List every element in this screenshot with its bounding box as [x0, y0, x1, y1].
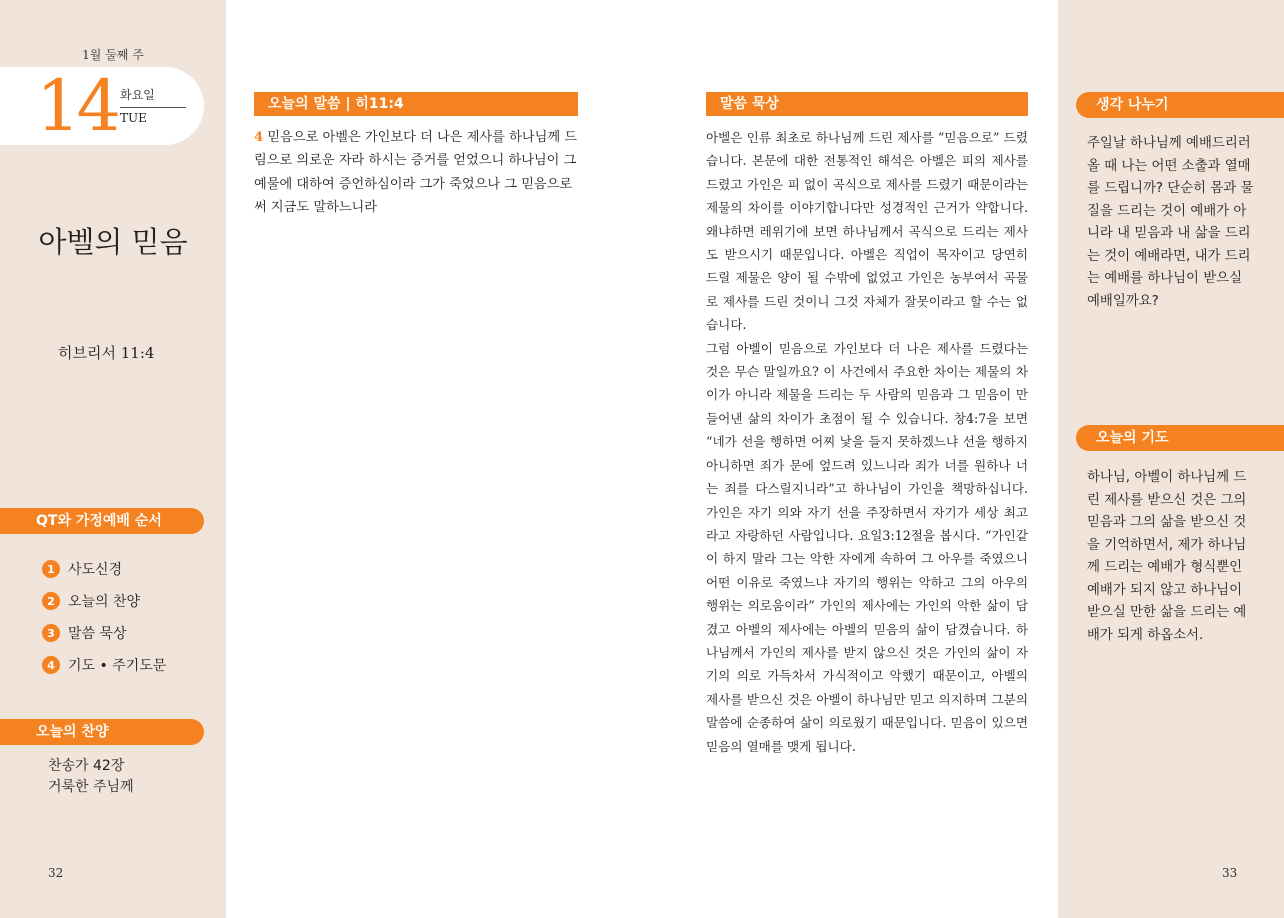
hymn-number: 찬송가 42장: [48, 758, 125, 774]
day-number: 14: [36, 65, 118, 147]
prayer-text: 하나님, 아벨이 하나님께 드린 제사를 받으신 것은 그의 믿음과 그의 삶을 받으신 것을 기억하면서, 제가 하나님께 드리는 예배가 형식뿐인 예배가 되지 않고 하나님이 받으실 만한 삶을 드리는 예배가 되게 하옵소서.: [1087, 470, 1247, 643]
order-step: [42, 617, 166, 649]
right-page-number: 33: [1222, 866, 1238, 880]
hymn-heading: 오늘의 찬양: [0, 719, 204, 745]
page-title: 아벨의 믿음: [38, 225, 188, 259]
left-page-number: 32: [48, 866, 64, 880]
week-label: 1월 둘째 주: [82, 48, 144, 62]
step-label: 사도신경: [68, 562, 123, 578]
hymn-title: 거룩한 주님께: [48, 779, 134, 795]
meditation-heading: 말씀 묵상: [706, 92, 1028, 116]
step-number-badge: 4: [42, 656, 60, 674]
step-label: 기도 • 주기도문: [68, 658, 167, 674]
step-label: 말씀 묵상: [68, 626, 127, 642]
step-number-badge: 3: [42, 624, 60, 642]
step-label: 오늘의 찬양: [68, 594, 141, 610]
hymn-info: [48, 756, 134, 798]
order-steps-list: [42, 553, 166, 681]
meditation-paragraph: 그럼 아벨이 믿음으로 가인보다 더 나은 제사를 드렸다는 것은 무슨 말일까요? 이 사건에서 주요한 차이는 제물의 차이가 아니라 제물을 드리는 두 사람의 믿음과 그 믿음이 만들어낸 삶의 차이가 초점이 될 수 있습니다. 창4:7을 보면 “네가 선을 행하면 어찌 낯을 들지 못하겠느냐 선을 행하지 아니하면 죄가 문에 엎드려 있느니라 죄가 너를 원하나 너는 죄를 다스릴지니라”고 하나님이 가인을 책망하십니다. 가인은 자기 의와 자기 선을 주장하면서 자기가 세상 최고라고 자랑하던 사람입니다. 요일3:12절을 봅시다. “가인같이 하지 말라 그는 악한 자에게 속하여 그 아우를 죽였으니 어떤 이유로 죽였느냐 자기의 행위는 악하고 그의 아우의 행위는 의로움이라” 가인의 제사에는 가인의 악한 삶이 담겼고 아벨의 제사에는 아벨의 믿음의 삶이 담겼습니다. 하나님께서 가인의 제사를 받지 않으신 것은 가인의 삶이 자기의 의로 가득차서 가식적이고 악했기 때문이고, 아벨의 제사를 받으신 것은 아벨이 하나님만 믿고 의지하며 그분의 말씀에 순종하여 삶이 의로웠기 때문입니다. 믿음이 있으면 믿음의 열매를 맺게 됩니다.: [706, 340, 1028, 754]
scripture-heading: 오늘의 말씀 | 히11:4: [254, 92, 578, 116]
verse-number: 4: [254, 130, 264, 145]
date-divider: [120, 107, 186, 108]
order-step: [42, 585, 166, 617]
bible-reference: 히브리서 11:4: [58, 344, 155, 362]
weekday-korean: 화요일: [120, 88, 155, 102]
meditation-body: [706, 126, 1028, 758]
order-step: [42, 553, 166, 585]
order-heading: QT와 가정예배 순서: [0, 508, 204, 534]
scripture-text: [254, 126, 578, 220]
step-number-badge: 2: [42, 592, 60, 610]
sharing-heading: 생각 나누기: [1076, 92, 1284, 118]
verse-text: 믿음으로 아벨은 가인보다 더 나은 제사를 하나님께 드림으로 의로운 자라 하시는 증거를 얻었으니 하나님이 그 예물에 대하여 증언하심이라 그가 죽었으나 그 믿음으로써 지금도 말하느니라: [254, 130, 577, 216]
meditation-paragraph: 아벨은 인류 최초로 하나님께 드린 제사를 “믿음으로” 드렸습니다. 본문에 대한 전통적인 해석은 아벨은 피의 제사를 드렸고 가인은 피 없이 곡식으로 제사를 드렸기 때문이라는 제물의 차이를 이야기합니다만 성경적인 근거가 약합니다. 왜냐하면 레위기에 보면 하나님께서 곡식으로 드리는 제사도 받으시기 때문입니다. 아벨은 직업이 목자이고 당연히 드릴 제물은 양이 될 수밖에 없었고 가인은 농부여서 곡물로 제사를 드린 것이니 그것 자체가 잘못이라고 할 수는 없습니다.: [706, 130, 1028, 333]
step-number-badge: 1: [42, 560, 60, 578]
order-step: [42, 649, 166, 681]
prayer-heading: 오늘의 기도: [1076, 425, 1284, 451]
sharing-text: 주일날 하나님께 예배드리러 올 때 나는 어떤 소출과 열매를 드립니까? 단순히 몸과 물질을 드리는 것이 예배가 아니라 내 믿음과 내 삶을 드리는 것이 예배라면, 내가 드리는 예배를 하나님이 받으실 예배일까요?: [1087, 136, 1254, 309]
weekday-english: TUE: [120, 111, 147, 125]
